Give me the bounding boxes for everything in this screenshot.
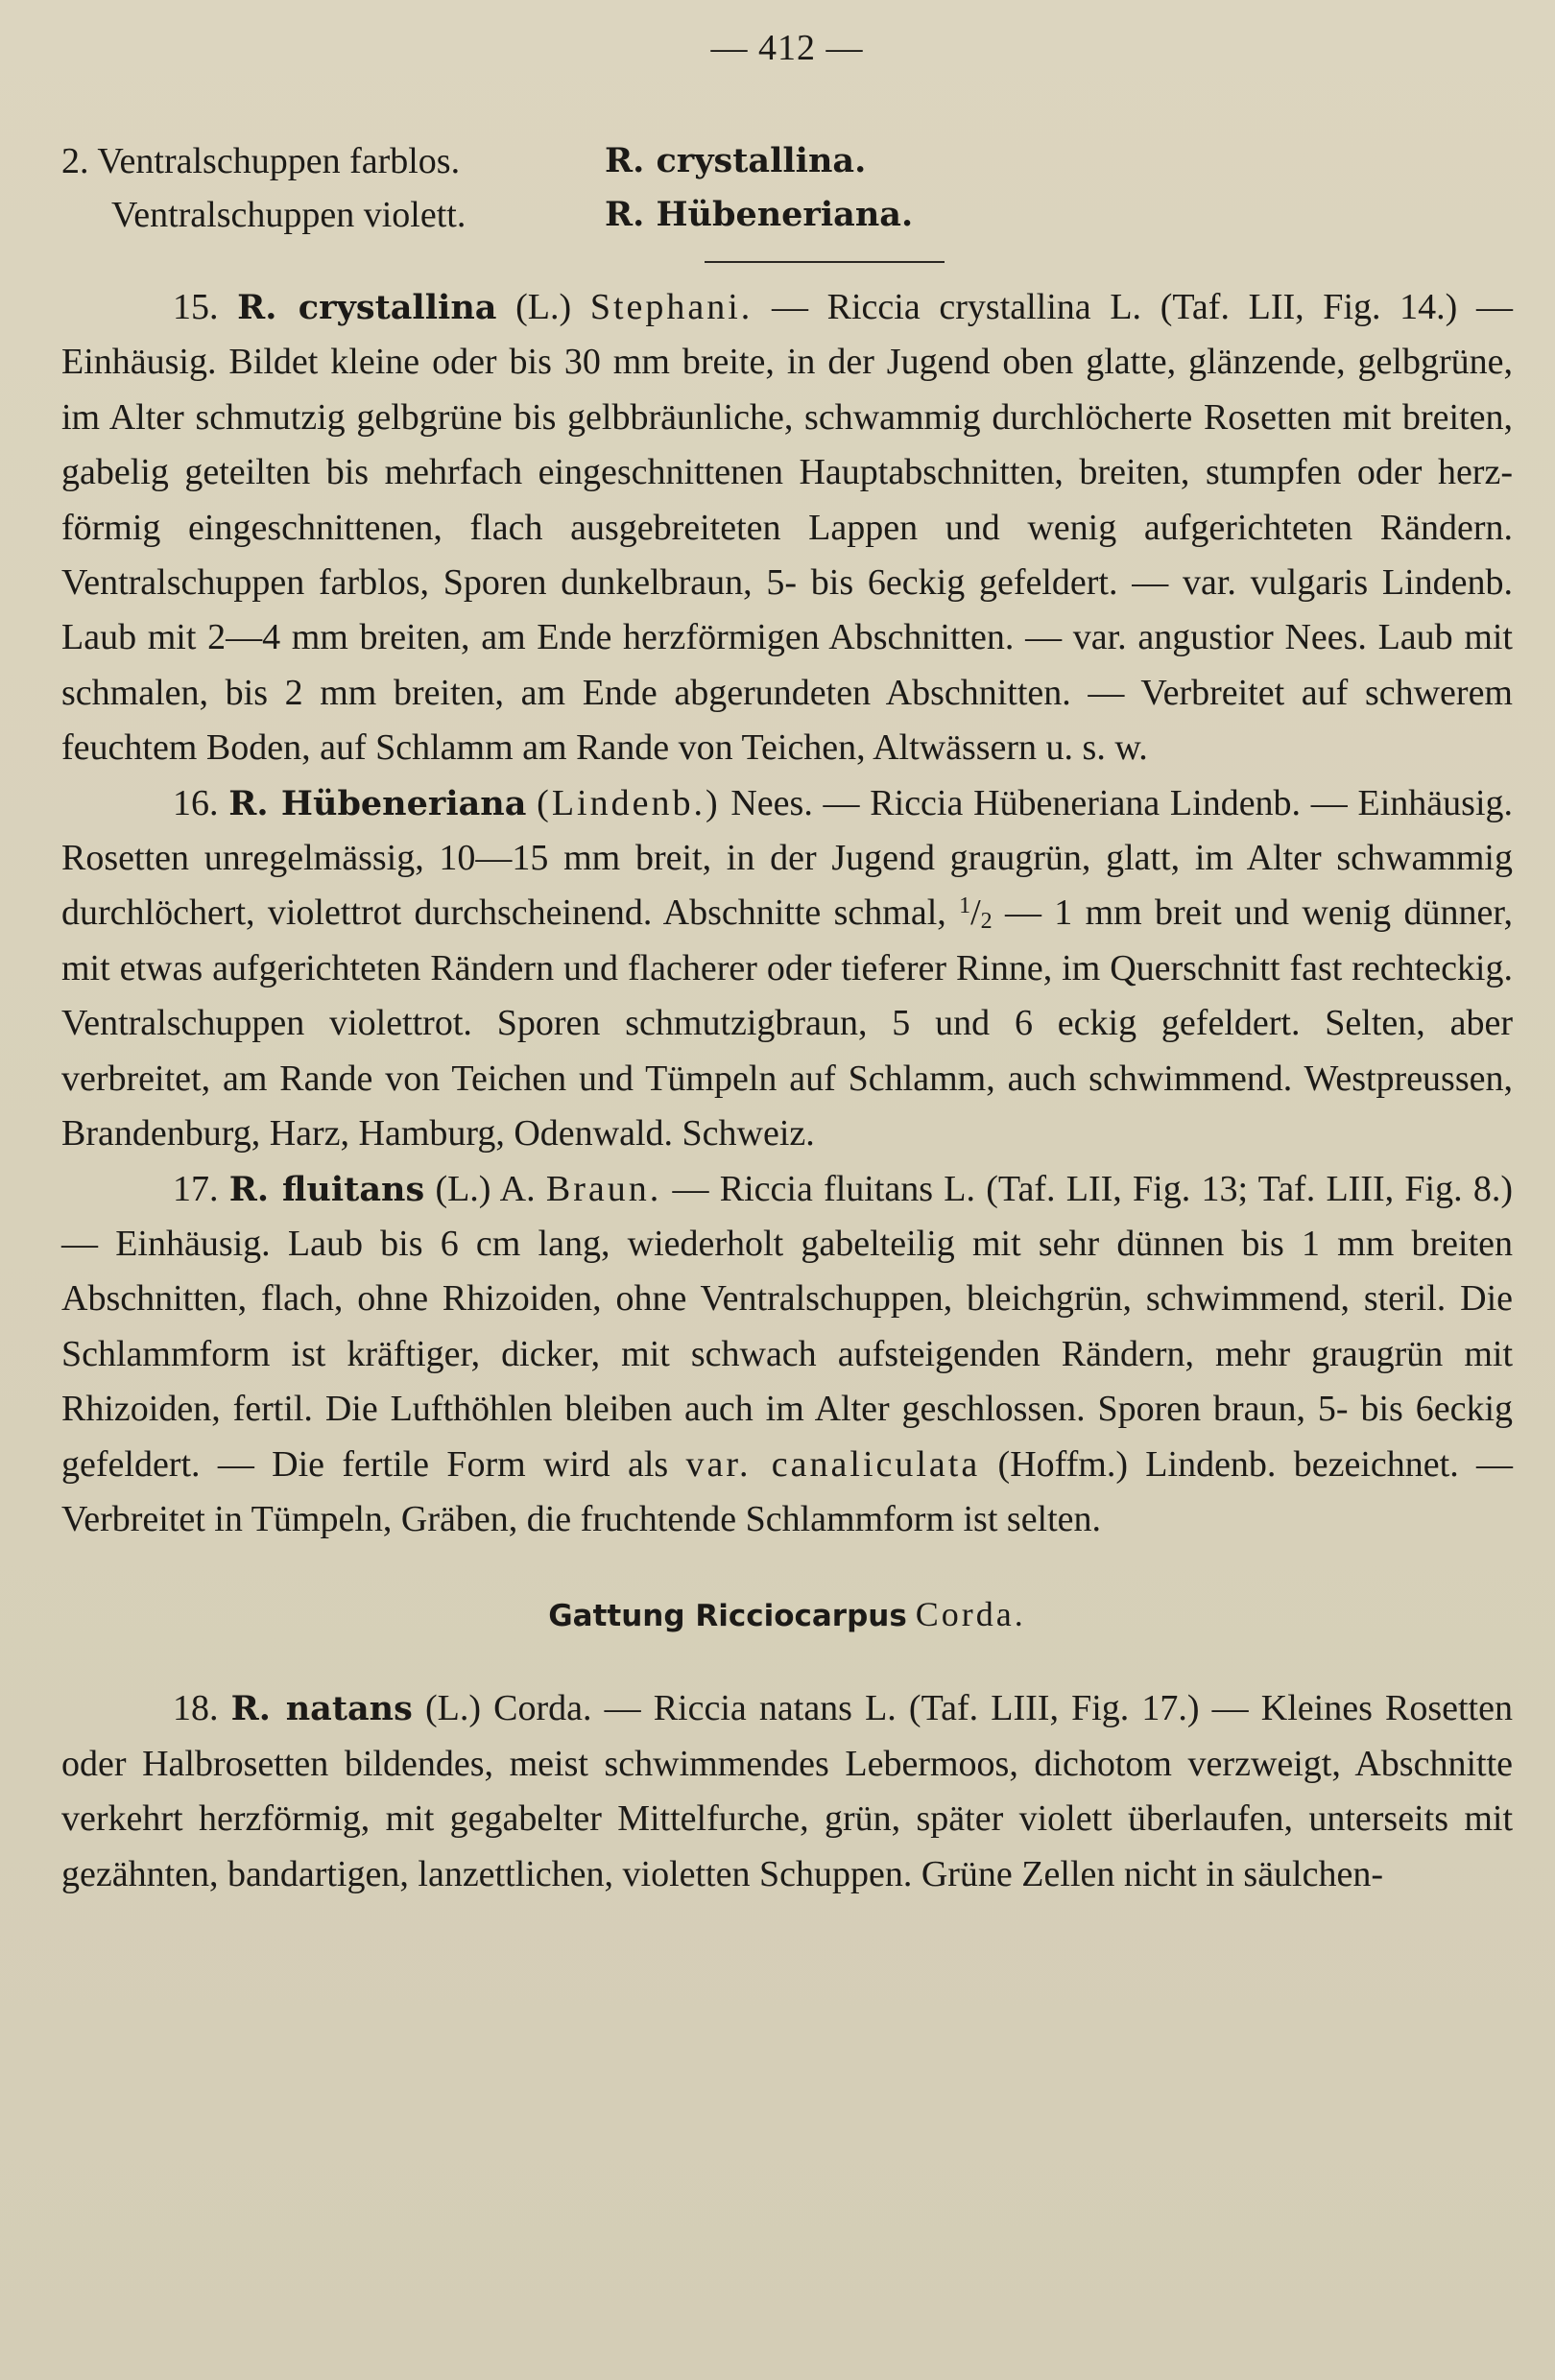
key-result: R. crystallina. — [605, 141, 867, 180]
fraction-numerator: 1 — [959, 893, 971, 919]
species-name: R. crystallina — [237, 288, 497, 327]
species-author: (L.) A. — [435, 1168, 536, 1209]
page-number: — 412 — — [710, 28, 864, 68]
species-author-spaced: Braun. — [545, 1168, 662, 1209]
fraction: $^1/_2$ — [959, 892, 993, 935]
species-description: — Riccia fluitans L. (Taf. LII, Fig. 13; Taf. LIII, Fig. 8.) — Einhäusig. Laub bis 6 cm lang, wiederholt gabelteilig mit sehr dünnen bis 1 mm breiten Abschnitten, flach, ohne Rhizoiden, ohne Ventralschuppen, bleichgrün, schwimmend, steril. Die Schlammform ist kräftiger, dicker, mit schwach aufsteigenden Rändern, mehr graugrün mit Rhizoiden, fertil. Die Lufthöhlen bleiben auch im Alter geschlossen. Sporen braun, 5- bis 6eckig gefeldert. — Die fertile Form wird als — [61, 1168, 1514, 1485]
identification-key — [61, 134, 1513, 242]
species-description: Nees. — Riccia Hübeneriana Lindenb. — Einhäusig. Rosetten unregelmässig, 10—15 mm breit, in der Jugend graugrün, glatt, im Alter schwammig durchlöchert, violettrot durchscheinend. Abschnitte schmal, — [61, 782, 1514, 934]
species-description: (L.) Corda. — Riccia natans L. (Taf. LIII, Fig. 17.) — Kleines Rosetten oder Halbrosetten bildendes, meist schwimmendes Lebermoos, dichotom verzweigt, Abschnitte verkehrt herzförmig, mit gegabelter Mittelfurche, grün, später violett überlaufen, unterseits mit gezähnten, bandartigen, lanzettlichen, violetten Schuppen. Grüne Zellen nicht in säulchen- — [61, 1688, 1513, 1894]
species-number: 15. — [173, 287, 219, 327]
key-description: Ventralschuppen violett. — [111, 195, 466, 235]
species-name: R. fluitans — [228, 1169, 425, 1209]
species-entry-15 — [61, 280, 1513, 776]
species-number: 18. — [173, 1688, 219, 1729]
genus-author: Corda. — [915, 1595, 1026, 1634]
species-description: — Riccia crystallina L. (Taf. LII, Fig. 14.) — Einhäusig. Bildet kleine oder bis 30 mm breite, in der Jugend oben glatte, glänzende, gelbgrüne, im Alter schmutzig gelbgrüne bis gelbbräunliche, schwammig durchlöcherte Rosetten mit breiten, gabelig geteilten bis mehrfach eingeschnittenen Hauptabschnitten, breiten, stumpfen oder herzförmig eingeschnittenen, flach ausgebreiteten Lappen und wenig aufgerichteten Rändern. Ventralschuppen farblos, Sporen dunkelbraun, 5- bis 6eckig gefeldert. — var. vulgaris Lindenb. Laub mit 2—4 mm breiten, am Ende herzförmigen Abschnitten. — var. angustior Nees. Laub mit schmalen, bis 2 mm breiten, am Ende abgerundeten Abschnitten. — Verbreitet auf schwerem feuchtem Boden, auf Schlamm am Rande von Teichen, Altwässern u. s. w. — [61, 287, 1513, 769]
species-description-cont: — 1 mm breit und wenig dünner, mit etwas aufgerichteten Rändern und flacherer oder tieferer Rinne, im Querschnitt fast rechteckig. Ventralschuppen violettrot. Sporen schmutzigbraun, 5 und 6 eckig gefeldert. Selten, aber verbreitet, am Rande von Teichen und Tümpeln auf Schlamm, auch schwimmend. Westpreussen, Brandenburg, Harz, Hamburg, Odenwald. Schweiz. — [61, 892, 1513, 1154]
species-description-cont: (Hoffm.) Lindenb. bezeichnet. — Verbreitet in Tümpeln, Gräben, die fruchtende Schlammform ist selten. — [61, 1443, 1514, 1539]
species-name: R. natans — [230, 1689, 413, 1729]
genus-heading — [61, 1587, 1513, 1643]
key-result: R. Hübeneriana. — [605, 195, 914, 234]
species-number: 17. — [173, 1168, 219, 1209]
species-author-spaced: (Lindenb.) — [537, 782, 721, 823]
species-author-spaced: Stephani. — [589, 287, 754, 327]
separator-rule — [705, 261, 945, 263]
key-row — [61, 134, 1513, 188]
variety-name: var. canaliculata — [685, 1443, 981, 1485]
genus-name: Gattung Ricciocarpus — [548, 1599, 907, 1634]
species-entry-18 — [61, 1681, 1513, 1902]
species-author: (L.) — [515, 287, 572, 327]
fraction-denominator: 2 — [980, 909, 993, 935]
species-entry-16 — [61, 776, 1513, 1162]
key-row — [61, 188, 1513, 242]
species-name: R. Hübeneriana — [228, 783, 527, 823]
key-description: 2. Ventralschuppen farblos. — [61, 141, 461, 181]
species-entry-17 — [61, 1162, 1513, 1548]
species-number: 16. — [173, 782, 219, 823]
